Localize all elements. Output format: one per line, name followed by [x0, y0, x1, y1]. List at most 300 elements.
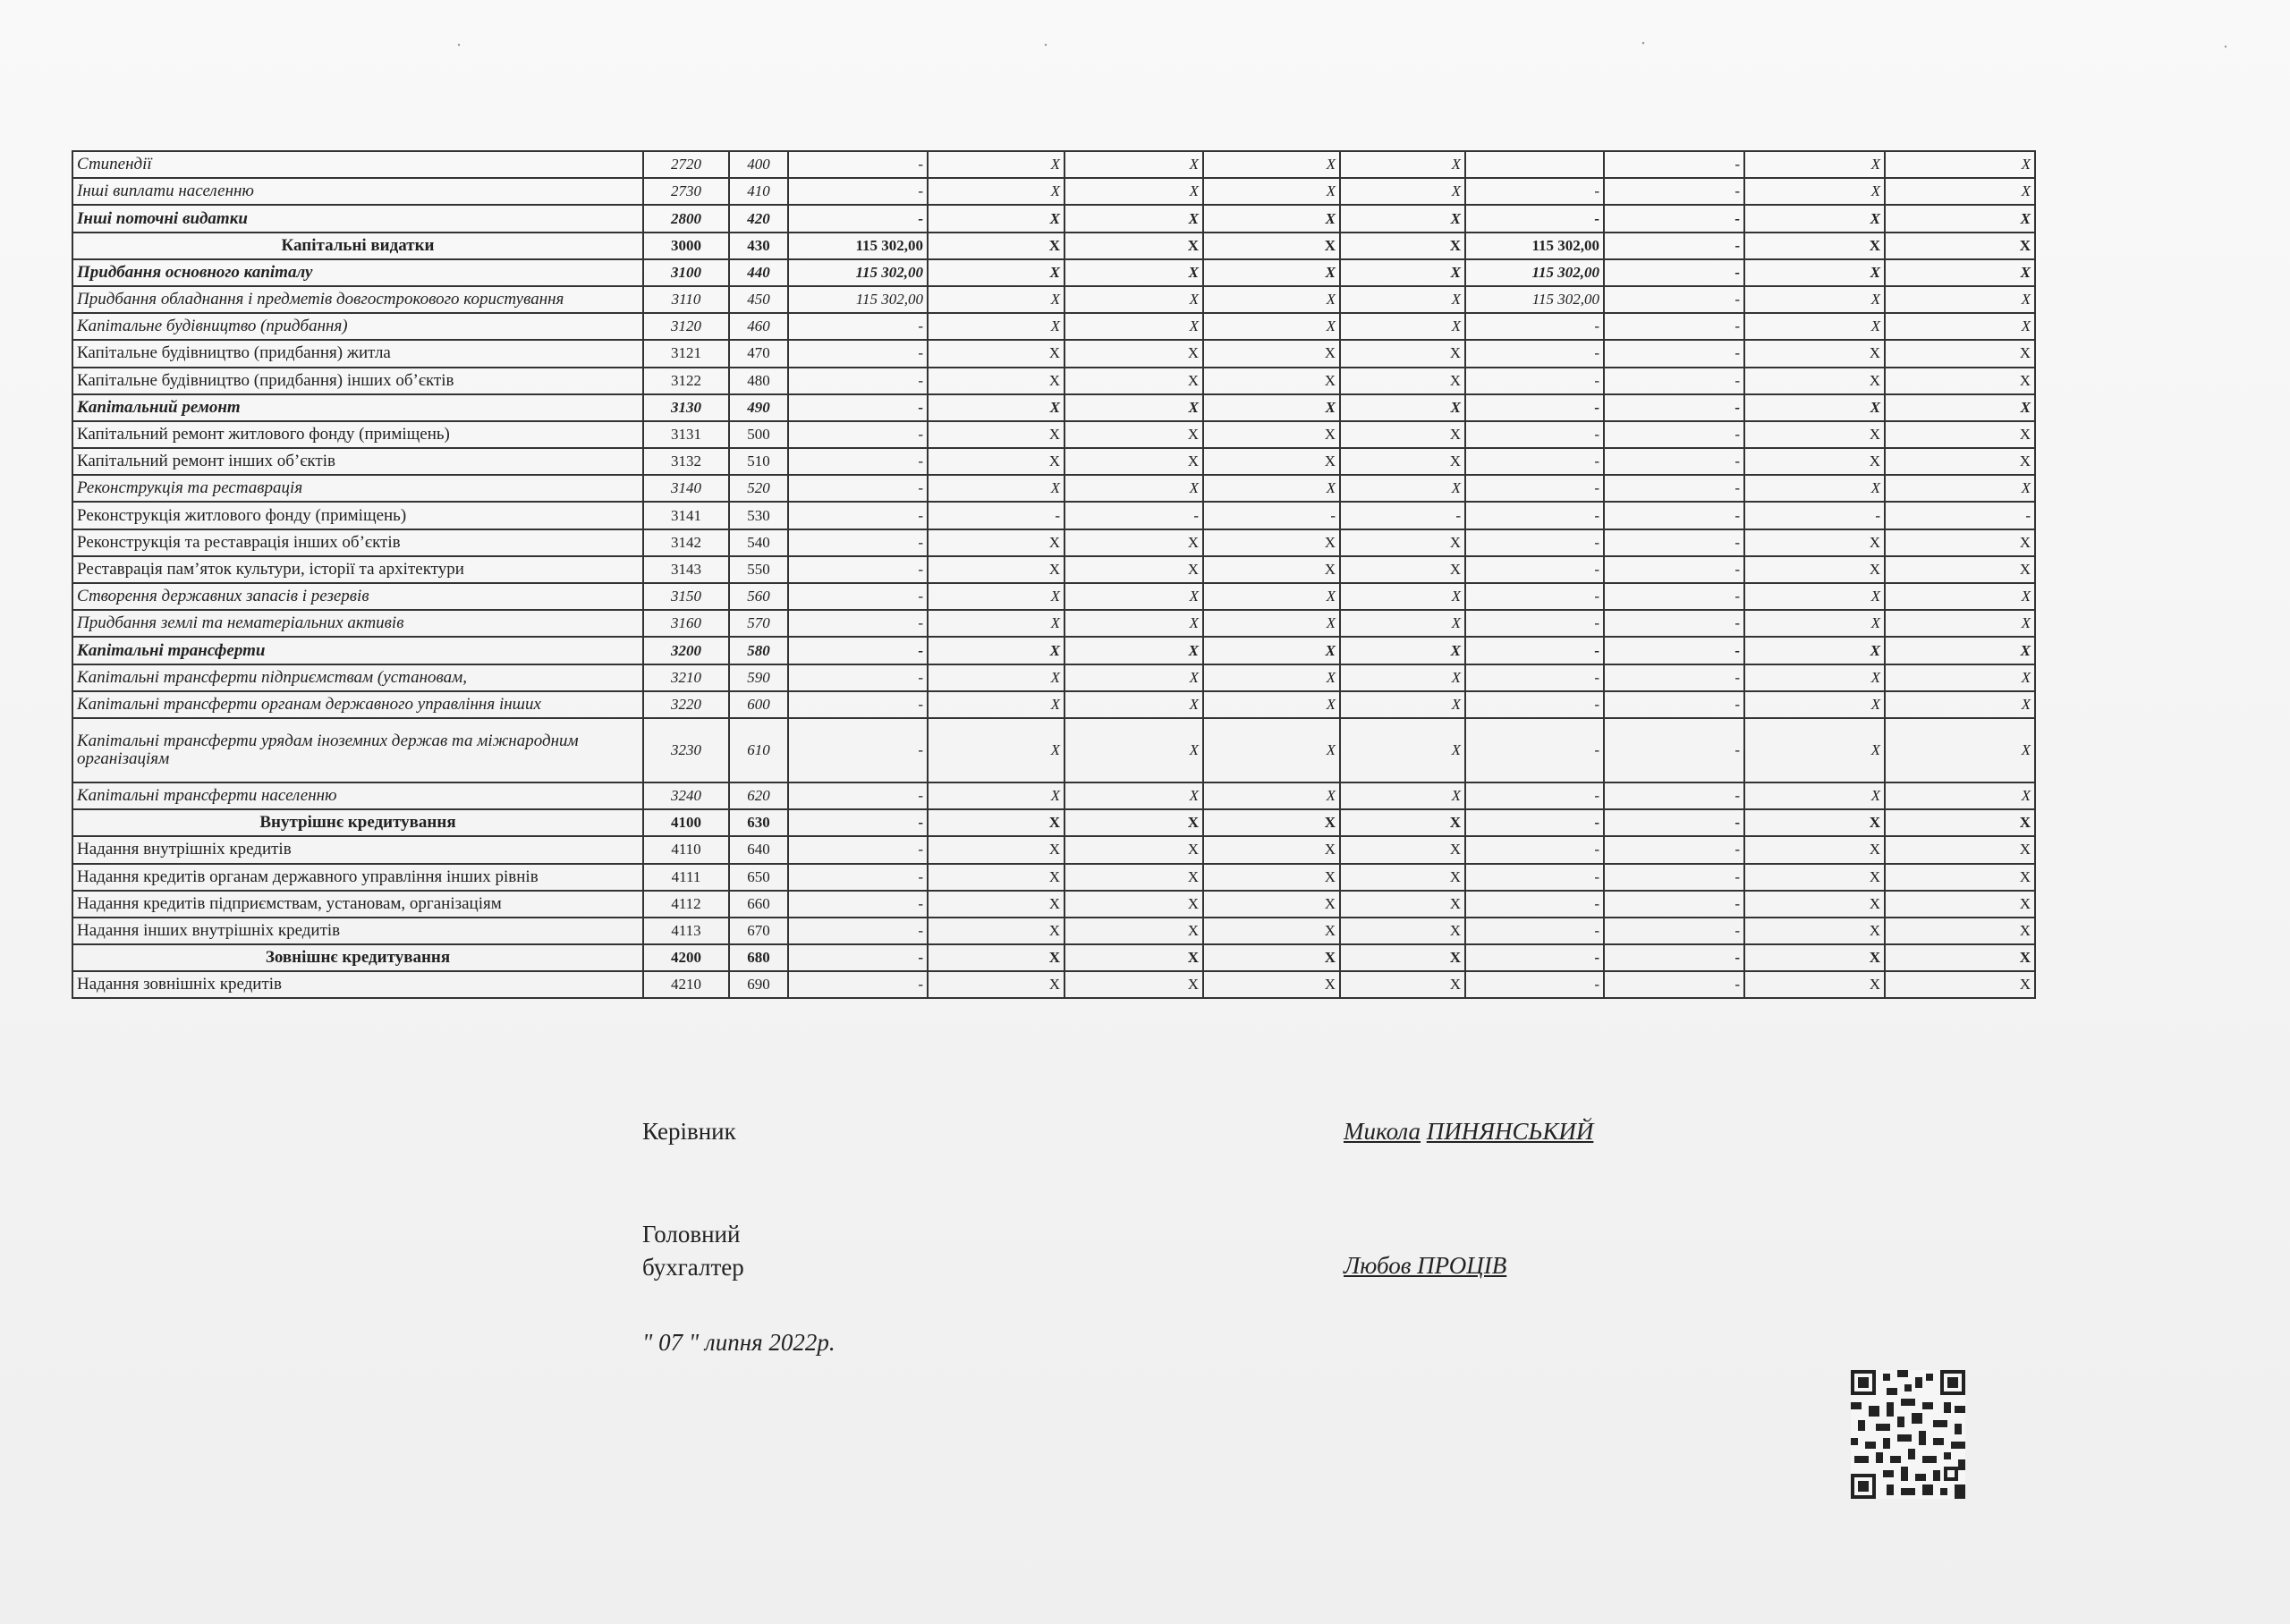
accountant-name: Любов ПРОЦІВ: [1344, 1252, 1507, 1279]
cell-c5: X: [1744, 394, 1885, 421]
cell-c1: X: [928, 664, 1064, 691]
cell-c3: X: [1203, 782, 1340, 809]
cell-c4: X: [1340, 583, 1465, 610]
cell-v1: 115 302,00: [788, 233, 928, 259]
table-row: [72, 205, 2035, 232]
table-row: [72, 178, 2035, 205]
cell-v1: -: [788, 448, 928, 475]
cell-c1: X: [928, 178, 1064, 205]
cell-c1: X: [928, 368, 1064, 394]
cell-c3: X: [1203, 809, 1340, 836]
cell-c6: X: [1885, 918, 2035, 944]
cell-name: Капітальний ремонт інших об’єктів: [72, 448, 643, 475]
cell-c3: X: [1203, 718, 1340, 782]
cell-c1: X: [928, 691, 1064, 718]
cell-name: Створення державних запасів і резервів: [72, 583, 643, 610]
cell-c1: X: [928, 971, 1064, 998]
cell-v3: -: [1604, 205, 1744, 232]
cell-c2: X: [1064, 664, 1203, 691]
cell-c6: X: [1885, 891, 2035, 918]
cell-c1: X: [928, 313, 1064, 340]
cell-v3: -: [1604, 313, 1744, 340]
cell-c5: X: [1744, 233, 1885, 259]
cell-name: Капітальні трансферти: [72, 637, 643, 664]
cell-code: 3141: [643, 502, 729, 529]
cell-c4: X: [1340, 313, 1465, 340]
cell-v1: -: [788, 718, 928, 782]
cell-c1: X: [928, 718, 1064, 782]
cell-c1: X: [928, 448, 1064, 475]
cell-c1: X: [928, 340, 1064, 367]
cell-name: Внутрішнє кредитування: [72, 809, 643, 836]
cell-v1: -: [788, 502, 928, 529]
cell-code: 3131: [643, 421, 729, 448]
cell-v3: -: [1604, 233, 1744, 259]
cell-c5: X: [1744, 286, 1885, 313]
cell-v3: -: [1604, 394, 1744, 421]
table-row: [72, 151, 2035, 178]
cell-v3: -: [1604, 836, 1744, 863]
expenditure-table: [72, 150, 2036, 999]
cell-c6: X: [1885, 637, 2035, 664]
cell-line: 650: [729, 864, 788, 891]
cell-c1: X: [928, 529, 1064, 556]
cell-c3: X: [1203, 637, 1340, 664]
cell-v3: -: [1604, 340, 1744, 367]
cell-line: 570: [729, 610, 788, 637]
cell-code: 2730: [643, 178, 729, 205]
cell-name: Капітальне будівництво (придбання) житла: [72, 340, 643, 367]
cell-c4: X: [1340, 610, 1465, 637]
cell-v3: -: [1604, 664, 1744, 691]
cell-v2: -: [1465, 529, 1604, 556]
accountant-title-line1: Головний: [642, 1221, 741, 1248]
cell-c1: X: [928, 836, 1064, 863]
cell-c1: X: [928, 556, 1064, 583]
cell-c2: X: [1064, 809, 1203, 836]
cell-name: Капітальні трансферти органам державного управління інших: [72, 691, 643, 718]
cell-c4: -: [1340, 502, 1465, 529]
cell-v3: -: [1604, 556, 1744, 583]
cell-c3: X: [1203, 944, 1340, 971]
cell-c4: X: [1340, 864, 1465, 891]
cell-code: 3200: [643, 637, 729, 664]
cell-v2: -: [1465, 637, 1604, 664]
cell-c6: X: [1885, 394, 2035, 421]
cell-c5: X: [1744, 918, 1885, 944]
cell-v1: -: [788, 610, 928, 637]
table-row: [72, 340, 2035, 367]
cell-line: 490: [729, 394, 788, 421]
cell-c3: X: [1203, 394, 1340, 421]
head-first-name: Микола: [1344, 1118, 1421, 1145]
cell-v1: -: [788, 944, 928, 971]
table-row: [72, 864, 2035, 891]
cell-c3: X: [1203, 178, 1340, 205]
cell-c3: X: [1203, 205, 1340, 232]
cell-v1: -: [788, 691, 928, 718]
cell-c5: -: [1744, 502, 1885, 529]
cell-c3: X: [1203, 340, 1340, 367]
cell-c6: X: [1885, 259, 2035, 286]
cell-code: 3142: [643, 529, 729, 556]
cell-code: 3220: [643, 691, 729, 718]
cell-c4: X: [1340, 556, 1465, 583]
table-row: [72, 286, 2035, 313]
cell-name: Реконструкція та реставрація інших об’єктів: [72, 529, 643, 556]
cell-c5: X: [1744, 259, 1885, 286]
cell-c2: X: [1064, 340, 1203, 367]
cell-c1: X: [928, 610, 1064, 637]
cell-v1: 115 302,00: [788, 259, 928, 286]
cell-c6: X: [1885, 205, 2035, 232]
cell-c3: X: [1203, 286, 1340, 313]
cell-c4: X: [1340, 394, 1465, 421]
cell-c5: X: [1744, 583, 1885, 610]
cell-code: 4210: [643, 971, 729, 998]
cell-c5: X: [1744, 891, 1885, 918]
cell-name: Стипендії: [72, 151, 643, 178]
cell-v3: -: [1604, 610, 1744, 637]
cell-c5: X: [1744, 178, 1885, 205]
cell-v1: -: [788, 394, 928, 421]
cell-c1: X: [928, 944, 1064, 971]
cell-v3: -: [1604, 421, 1744, 448]
cell-line: 640: [729, 836, 788, 863]
cell-c2: X: [1064, 610, 1203, 637]
cell-c3: X: [1203, 610, 1340, 637]
cell-c4: X: [1340, 259, 1465, 286]
cell-c4: X: [1340, 421, 1465, 448]
cell-v1: -: [788, 971, 928, 998]
cell-c4: X: [1340, 691, 1465, 718]
cell-line: 520: [729, 475, 788, 502]
cell-v2: -: [1465, 313, 1604, 340]
cell-c1: X: [928, 151, 1064, 178]
cell-v1: -: [788, 583, 928, 610]
cell-v2: -: [1465, 836, 1604, 863]
cell-v2: 115 302,00: [1465, 286, 1604, 313]
cell-line: 420: [729, 205, 788, 232]
cell-c2: X: [1064, 313, 1203, 340]
cell-c5: X: [1744, 944, 1885, 971]
cell-name: Надання кредитів підприємствам, установам, організаціям: [72, 891, 643, 918]
cell-v2: -: [1465, 891, 1604, 918]
cell-c2: X: [1064, 718, 1203, 782]
cell-c6: X: [1885, 529, 2035, 556]
cell-c5: X: [1744, 151, 1885, 178]
cell-code: 3210: [643, 664, 729, 691]
scan-speck: ⸼: [458, 33, 462, 47]
cell-v1: -: [788, 529, 928, 556]
cell-v2: -: [1465, 178, 1604, 205]
table-row: [72, 944, 2035, 971]
cell-line: 550: [729, 556, 788, 583]
cell-v3: -: [1604, 691, 1744, 718]
cell-c1: X: [928, 475, 1064, 502]
cell-v1: -: [788, 836, 928, 863]
table-body: [72, 151, 2035, 998]
cell-c2: -: [1064, 502, 1203, 529]
cell-c5: X: [1744, 782, 1885, 809]
cell-v3: -: [1604, 502, 1744, 529]
cell-c4: X: [1340, 637, 1465, 664]
cell-v1: -: [788, 918, 928, 944]
table-row: [72, 502, 2035, 529]
cell-v2: -: [1465, 971, 1604, 998]
cell-c3: X: [1203, 259, 1340, 286]
cell-v3: -: [1604, 448, 1744, 475]
cell-v1: -: [788, 637, 928, 664]
cell-c2: X: [1064, 205, 1203, 232]
cell-v2: -: [1465, 205, 1604, 232]
cell-c6: X: [1885, 475, 2035, 502]
cell-c6: X: [1885, 448, 2035, 475]
table-row: [72, 809, 2035, 836]
cell-name: Капітальні видатки: [72, 233, 643, 259]
head-name: [1344, 1118, 1593, 1146]
cell-c6: X: [1885, 610, 2035, 637]
cell-c4: X: [1340, 664, 1465, 691]
cell-c5: X: [1744, 421, 1885, 448]
cell-name: Капітальні трансферти населенню: [72, 782, 643, 809]
cell-line: 400: [729, 151, 788, 178]
cell-code: 3100: [643, 259, 729, 286]
cell-c3: X: [1203, 691, 1340, 718]
cell-c3: X: [1203, 971, 1340, 998]
cell-name: Капітальний ремонт житлового фонду (приміщень): [72, 421, 643, 448]
cell-c2: X: [1064, 286, 1203, 313]
cell-code: 4110: [643, 836, 729, 863]
cell-c4: X: [1340, 340, 1465, 367]
table-row: [72, 313, 2035, 340]
cell-c6: X: [1885, 836, 2035, 863]
table-row: [72, 556, 2035, 583]
cell-v1: 115 302,00: [788, 286, 928, 313]
cell-c1: X: [928, 286, 1064, 313]
cell-line: 480: [729, 368, 788, 394]
cell-c4: X: [1340, 891, 1465, 918]
cell-c4: X: [1340, 918, 1465, 944]
cell-c1: X: [928, 891, 1064, 918]
cell-c4: X: [1340, 718, 1465, 782]
cell-v2: -: [1465, 918, 1604, 944]
cell-code: 3000: [643, 233, 729, 259]
cell-code: 3143: [643, 556, 729, 583]
cell-c1: X: [928, 637, 1064, 664]
cell-name: Інші поточні видатки: [72, 205, 643, 232]
cell-c5: X: [1744, 718, 1885, 782]
cell-code: 4113: [643, 918, 729, 944]
cell-c6: X: [1885, 782, 2035, 809]
cell-name: Придбання землі та нематеріальних активів: [72, 610, 643, 637]
table-row: [72, 610, 2035, 637]
table-row: [72, 421, 2035, 448]
cell-name: Капітальні трансферти урядам іноземних держав та міжнародним організаціям: [72, 718, 643, 782]
cell-v3: -: [1604, 891, 1744, 918]
cell-name: Надання зовнішніх кредитів: [72, 971, 643, 998]
cell-v3: -: [1604, 944, 1744, 971]
cell-c2: X: [1064, 178, 1203, 205]
cell-c5: X: [1744, 368, 1885, 394]
cell-v1: -: [788, 475, 928, 502]
cell-line: 470: [729, 340, 788, 367]
cell-v3: -: [1604, 259, 1744, 286]
cell-name: Придбання обладнання і предметів довгострокового користування: [72, 286, 643, 313]
cell-c4: X: [1340, 944, 1465, 971]
cell-line: 540: [729, 529, 788, 556]
scan-speck: ⸼: [1642, 31, 1646, 45]
cell-c1: X: [928, 782, 1064, 809]
cell-code: 3121: [643, 340, 729, 367]
cell-c3: X: [1203, 151, 1340, 178]
cell-c6: X: [1885, 233, 2035, 259]
cell-line: 450: [729, 286, 788, 313]
cell-c3: X: [1203, 475, 1340, 502]
cell-v2: -: [1465, 691, 1604, 718]
cell-c4: X: [1340, 448, 1465, 475]
cell-v3: -: [1604, 286, 1744, 313]
cell-v2: -: [1465, 718, 1604, 782]
cell-code: 3130: [643, 394, 729, 421]
cell-v2: -: [1465, 809, 1604, 836]
cell-v2: -: [1465, 448, 1604, 475]
cell-v1: -: [788, 421, 928, 448]
cell-c2: X: [1064, 259, 1203, 286]
cell-c2: X: [1064, 971, 1203, 998]
cell-v2: -: [1465, 475, 1604, 502]
cell-c4: X: [1340, 368, 1465, 394]
cell-name: Реставрація пам’яток культури, історії та архітектури: [72, 556, 643, 583]
table-row: [72, 233, 2035, 259]
cell-c2: X: [1064, 691, 1203, 718]
cell-v3: -: [1604, 782, 1744, 809]
cell-v3: -: [1604, 718, 1744, 782]
cell-line: 670: [729, 918, 788, 944]
cell-c5: X: [1744, 448, 1885, 475]
cell-line: 530: [729, 502, 788, 529]
cell-c5: X: [1744, 637, 1885, 664]
cell-c5: X: [1744, 610, 1885, 637]
cell-c4: X: [1340, 971, 1465, 998]
cell-c2: X: [1064, 637, 1203, 664]
cell-c1: X: [928, 421, 1064, 448]
table-row: [72, 691, 2035, 718]
cell-c6: X: [1885, 421, 2035, 448]
cell-code: 3230: [643, 718, 729, 782]
cell-c5: X: [1744, 809, 1885, 836]
cell-v3: -: [1604, 637, 1744, 664]
cell-v2: -: [1465, 664, 1604, 691]
cell-c2: X: [1064, 891, 1203, 918]
cell-c3: X: [1203, 448, 1340, 475]
cell-v1: -: [788, 864, 928, 891]
cell-c4: X: [1340, 233, 1465, 259]
cell-code: 4200: [643, 944, 729, 971]
cell-c4: X: [1340, 286, 1465, 313]
cell-c6: X: [1885, 286, 2035, 313]
cell-c2: X: [1064, 394, 1203, 421]
cell-v1: -: [788, 891, 928, 918]
cell-c1: X: [928, 233, 1064, 259]
cell-v2: -: [1465, 583, 1604, 610]
cell-v2: -: [1465, 421, 1604, 448]
cell-name: Капітальне будівництво (придбання) інших об’єктів: [72, 368, 643, 394]
cell-c6: X: [1885, 556, 2035, 583]
cell-code: 4112: [643, 891, 729, 918]
cell-c5: X: [1744, 864, 1885, 891]
head-title: Керівник: [642, 1118, 736, 1145]
cell-c2: X: [1064, 475, 1203, 502]
document-date: " 07 " липня 2022р.: [642, 1329, 835, 1356]
cell-v2: -: [1465, 782, 1604, 809]
cell-v1: -: [788, 368, 928, 394]
cell-line: 580: [729, 637, 788, 664]
cell-c2: X: [1064, 918, 1203, 944]
cell-c2: X: [1064, 368, 1203, 394]
cell-line: 440: [729, 259, 788, 286]
table-row: [72, 259, 2035, 286]
cell-v1: -: [788, 205, 928, 232]
cell-name: Капітальне будівництво (придбання): [72, 313, 643, 340]
cell-c6: X: [1885, 313, 2035, 340]
cell-v2: -: [1465, 944, 1604, 971]
table-row: [72, 637, 2035, 664]
cell-v3: -: [1604, 583, 1744, 610]
cell-c4: X: [1340, 205, 1465, 232]
cell-c5: X: [1744, 313, 1885, 340]
cell-c1: -: [928, 502, 1064, 529]
cell-v1: -: [788, 151, 928, 178]
cell-c1: X: [928, 809, 1064, 836]
head-last-name: ПИНЯНСЬКИЙ: [1426, 1118, 1594, 1145]
cell-name: Надання кредитів органам державного управління інших рівнів: [72, 864, 643, 891]
cell-v3: -: [1604, 971, 1744, 998]
cell-code: 4111: [643, 864, 729, 891]
cell-c3: X: [1203, 233, 1340, 259]
cell-line: 620: [729, 782, 788, 809]
cell-c2: X: [1064, 782, 1203, 809]
cell-v3: -: [1604, 529, 1744, 556]
cell-v3: -: [1604, 178, 1744, 205]
cell-code: 4100: [643, 809, 729, 836]
cell-c5: X: [1744, 205, 1885, 232]
cell-c6: X: [1885, 151, 2035, 178]
cell-v2: 115 302,00: [1465, 259, 1604, 286]
cell-c4: X: [1340, 836, 1465, 863]
cell-line: 560: [729, 583, 788, 610]
table-row: [72, 891, 2035, 918]
cell-v1: -: [788, 809, 928, 836]
cell-code: 3240: [643, 782, 729, 809]
cell-line: 610: [729, 718, 788, 782]
table-row: [72, 448, 2035, 475]
cell-c6: X: [1885, 971, 2035, 998]
cell-line: 680: [729, 944, 788, 971]
cell-c3: X: [1203, 529, 1340, 556]
cell-v3: -: [1604, 151, 1744, 178]
cell-c2: X: [1064, 944, 1203, 971]
cell-name: Надання інших внутрішніх кредитів: [72, 918, 643, 944]
cell-c6: X: [1885, 583, 2035, 610]
table-row: [72, 394, 2035, 421]
cell-v1: -: [788, 664, 928, 691]
cell-name: Надання внутрішніх кредитів: [72, 836, 643, 863]
scan-speck: ⸼: [1045, 33, 1048, 47]
cell-c3: X: [1203, 583, 1340, 610]
cell-c4: X: [1340, 151, 1465, 178]
cell-c2: X: [1064, 233, 1203, 259]
